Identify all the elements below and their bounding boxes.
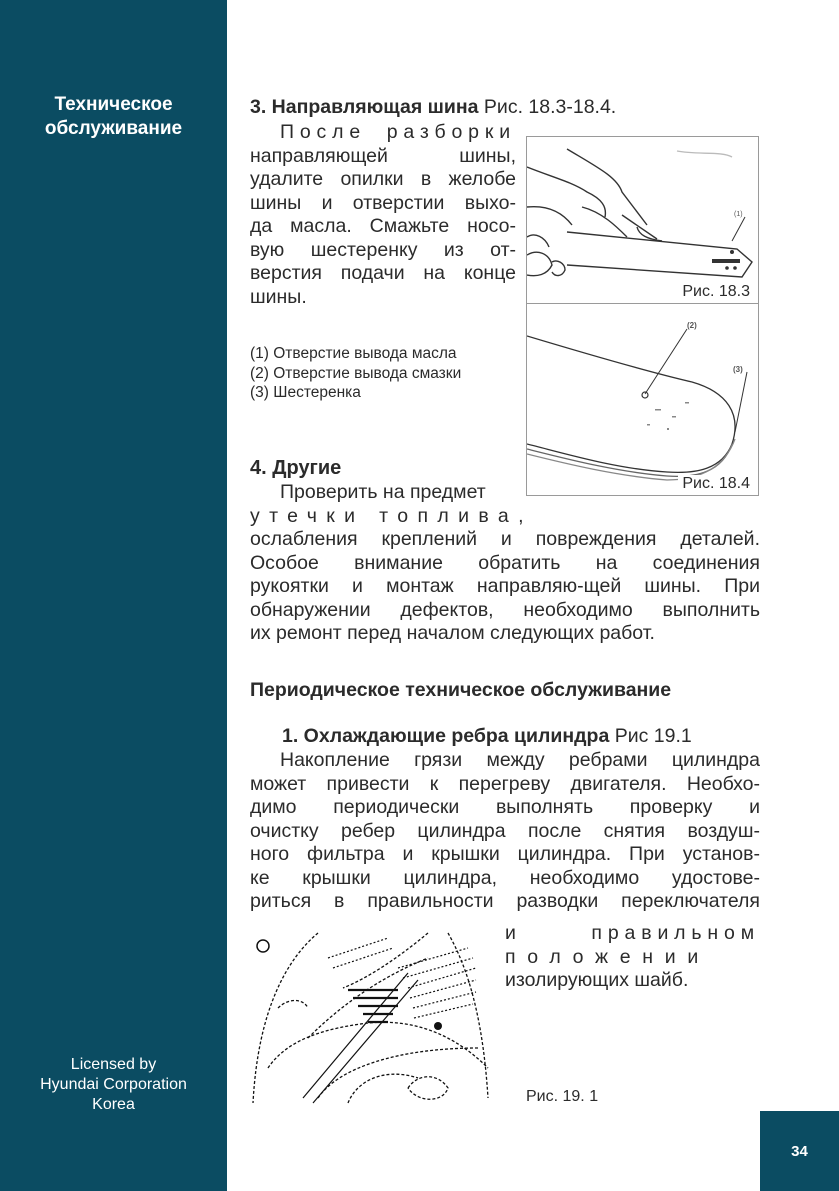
legend-item-3: (3) Шестеренка [250,384,361,401]
text-line: После разборки [280,121,516,143]
figure-caption: Рис. 19. 1 [526,1088,599,1105]
text-line: ного фильтра и крышки цилиндра. При установ- [250,843,760,865]
text-line: может привести к перегреву двигателя. Необхо- [250,772,760,795]
periodic-paragraph-wrap [505,922,760,993]
text-line: направляющей шины, [250,144,516,167]
guide-bar-tip-illustration [527,304,759,496]
section-title-line2: обслуживание [44,118,183,139]
callout-1: (1) [734,211,743,218]
text-line: их ремонт перед началом следующих работ. [250,622,655,644]
legend-item-1: (1) Отверстие вывода масла [250,345,457,362]
figure-caption: Рис. 18.4 [678,475,750,493]
item1-heading [282,725,692,749]
section3-heading-ref: Рис. 18.3-18.4. [478,96,617,118]
section4-paragraph [250,528,760,646]
section3-heading-title: 3. Направляющая шина [250,96,479,118]
text-line: Накопление грязи между ребрами цилиндра [280,749,760,771]
text-line: положении [505,945,710,968]
text-line: верстия подачи на конце [250,262,516,284]
periodic-heading-text: Периодическое техническое обслуживание [250,679,672,701]
text-line: димо периодически выполнять проверку и [250,796,760,818]
text-line: утечки топлива, [250,504,533,527]
figure-19-1-caption [526,1085,598,1109]
periodic-paragraph [250,749,760,914]
text-line: шины и отверстии выхо- [250,191,516,214]
text-line: шины. [250,285,307,308]
text-line: ослабления креплений и повреждения деталей. [250,528,760,550]
page-number-text: 34 [791,1142,808,1160]
text-line: Проверить на предмет [280,481,486,503]
text-line: удалите опилки в желобе [250,168,516,190]
item1-heading-ref: Рис 19.1 [609,725,692,747]
figure-18-3 [526,136,759,304]
callout-3: (3) [733,365,743,374]
license-note [0,1055,227,1115]
text-line: и правильном [505,922,760,944]
text-line: рукоятки и монтаж направляю-щей шины. При [250,575,760,597]
section-title [0,93,227,141]
section4-heading [250,457,341,481]
cylinder-fins-illustration [248,928,494,1108]
item1-heading-title: 1. Охлаждающие ребра цилиндра [282,725,610,747]
section4-heading-text: 4. Другие [250,457,342,479]
callout-2: (2) [687,321,697,330]
legend-item-2: (2) Отверстие вывода смазки [250,364,462,382]
license-line3: Korea [92,1096,135,1113]
section4-paragraph-top [250,481,533,528]
section3-paragraph [250,121,516,309]
text-line: вую шестеренку из от- [250,238,516,261]
figure-19-1 [248,928,494,1108]
figure-caption: Рис. 18.3 [678,283,750,301]
text-line: риться в правильности разводки переключателя [250,890,760,912]
text-line: изолирующих шайб. [505,969,689,991]
text-line: очистку ребер цилиндра после снятия воздуш- [250,819,760,842]
page-number [760,1111,839,1191]
section-title-line1: Техническое [54,94,173,115]
figure-18-4 [526,303,759,496]
sidebar [0,0,227,1191]
guide-bar-cleaning-illustration [527,137,759,304]
text-line: обнаружении дефектов, необходимо выполнить [250,598,760,621]
license-line1: Licensed by [70,1056,157,1073]
text-line: да масла. Смажьте носо- [250,215,516,237]
text-line: Особое внимание обратить на соединения [250,551,760,574]
license-line2: Hyundai Corporation [40,1076,187,1093]
periodic-heading [250,679,671,703]
figure-legend [250,344,461,403]
section3-heading [250,96,616,120]
text-line: ке крышки цилиндра, необходимо удостове- [250,866,760,889]
